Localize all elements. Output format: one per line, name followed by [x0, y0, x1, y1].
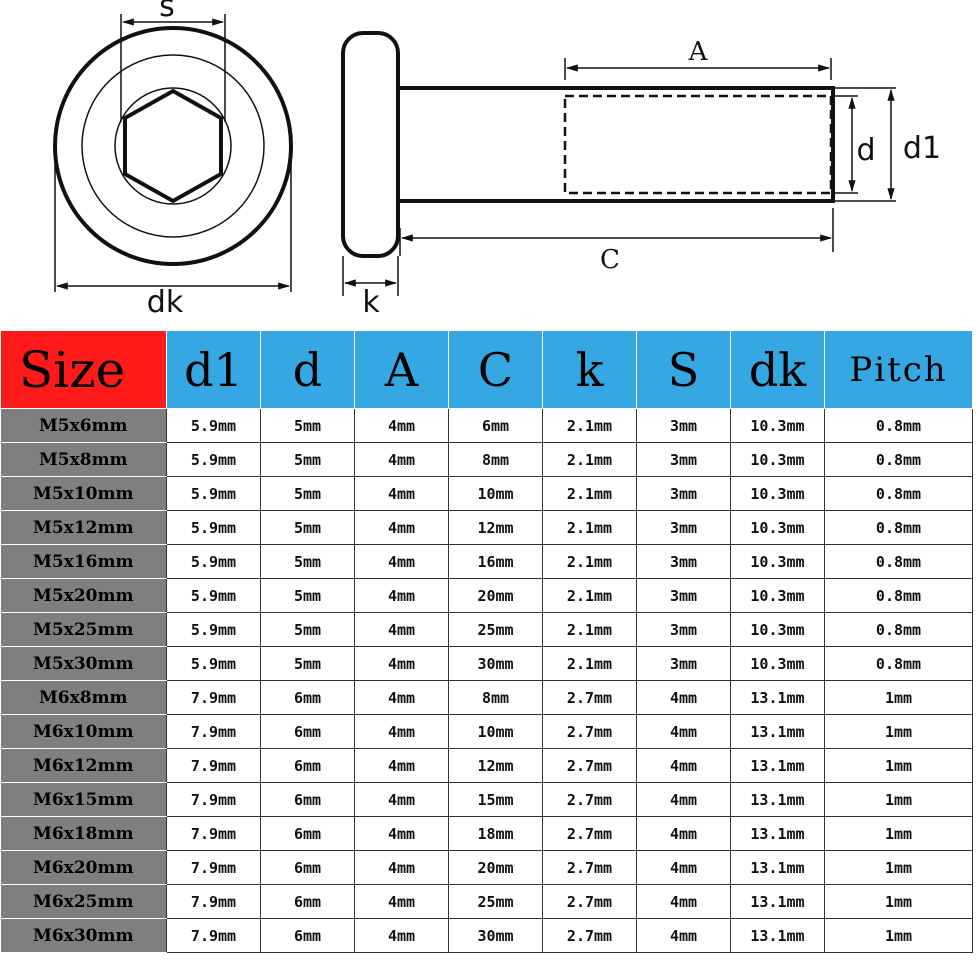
- cell-c: 8mm: [449, 681, 543, 715]
- table-row: [1, 443, 973, 477]
- cell-c: 16mm: [449, 545, 543, 579]
- cell-d1: 7.9mm: [167, 681, 261, 715]
- cell-dk: 10.3mm: [731, 613, 825, 647]
- cell-dk: 10.3mm: [731, 511, 825, 545]
- head-outer-circle: [55, 28, 291, 264]
- cell-d1: 5.9mm: [167, 511, 261, 545]
- label-d: d: [856, 133, 876, 168]
- cell-k: 2.1mm: [543, 613, 637, 647]
- cell-pitch: 1mm: [825, 851, 973, 885]
- table-row: [1, 885, 973, 919]
- cell-s: 4mm: [637, 783, 731, 817]
- cell-s: 4mm: [637, 749, 731, 783]
- cell-d1: 7.9mm: [167, 817, 261, 851]
- cell-a: 4mm: [355, 885, 449, 919]
- socket-circle: [115, 88, 231, 204]
- cell-dk: 13.1mm: [731, 885, 825, 919]
- cell-size: M5x8mm: [1, 443, 167, 477]
- cell-s: 4mm: [637, 681, 731, 715]
- cell-a: 4mm: [355, 919, 449, 953]
- cell-dk: 10.3mm: [731, 409, 825, 443]
- cell-s: 3mm: [637, 613, 731, 647]
- cell-a: 4mm: [355, 579, 449, 613]
- header-a: A: [355, 331, 449, 409]
- cell-c: 15mm: [449, 783, 543, 817]
- cell-d: 6mm: [261, 817, 355, 851]
- cell-c: 10mm: [449, 715, 543, 749]
- cell-d: 6mm: [261, 919, 355, 953]
- table-row: [1, 613, 973, 647]
- cell-size: M5x20mm: [1, 579, 167, 613]
- cell-c: 20mm: [449, 579, 543, 613]
- header-d: d: [261, 331, 355, 409]
- cell-d: 5mm: [261, 613, 355, 647]
- cell-s: 3mm: [637, 443, 731, 477]
- cell-k: 2.7mm: [543, 817, 637, 851]
- cell-size: M6x25mm: [1, 885, 167, 919]
- table-row: [1, 647, 973, 681]
- cell-s: 3mm: [637, 579, 731, 613]
- cell-a: 4mm: [355, 409, 449, 443]
- cell-d: 6mm: [261, 715, 355, 749]
- cell-pitch: 1mm: [825, 885, 973, 919]
- cell-d1: 7.9mm: [167, 715, 261, 749]
- head-top-view: [55, 0, 291, 320]
- table-row: [1, 545, 973, 579]
- screw-head-side: [343, 33, 398, 256]
- cell-d1: 7.9mm: [167, 919, 261, 953]
- cell-s: 3mm: [637, 409, 731, 443]
- cell-size: M6x18mm: [1, 817, 167, 851]
- cell-d1: 5.9mm: [167, 647, 261, 681]
- table-row: [1, 715, 973, 749]
- cell-size: M5x12mm: [1, 511, 167, 545]
- table-row: [1, 511, 973, 545]
- cell-d: 6mm: [261, 681, 355, 715]
- header-pitch: Pitch: [825, 331, 973, 409]
- spec-table: [0, 330, 973, 953]
- cell-d: 6mm: [261, 885, 355, 919]
- cell-k: 2.7mm: [543, 851, 637, 885]
- table-row: [1, 783, 973, 817]
- cell-size: M5x25mm: [1, 613, 167, 647]
- label-dk: dk: [146, 285, 184, 320]
- cell-a: 4mm: [355, 817, 449, 851]
- cell-pitch: 0.8mm: [825, 545, 973, 579]
- cell-s: 3mm: [637, 647, 731, 681]
- cell-pitch: 1mm: [825, 817, 973, 851]
- cell-size: M6x15mm: [1, 783, 167, 817]
- cell-c: 20mm: [449, 851, 543, 885]
- cell-size: M6x20mm: [1, 851, 167, 885]
- cell-d1: 5.9mm: [167, 579, 261, 613]
- cell-k: 2.7mm: [543, 885, 637, 919]
- cell-pitch: 1mm: [825, 715, 973, 749]
- thread-area: [565, 96, 831, 193]
- screw-drawing: [0, 0, 980, 330]
- cell-dk: 10.3mm: [731, 647, 825, 681]
- screw-diagram-svg: [0, 0, 980, 330]
- cell-d: 5mm: [261, 545, 355, 579]
- table-row: [1, 919, 973, 953]
- cell-d: 5mm: [261, 409, 355, 443]
- cell-c: 30mm: [449, 919, 543, 953]
- screw-side-view: [343, 33, 941, 320]
- cell-k: 2.7mm: [543, 681, 637, 715]
- cell-c: 18mm: [449, 817, 543, 851]
- cell-pitch: 1mm: [825, 681, 973, 715]
- cell-d1: 7.9mm: [167, 885, 261, 919]
- cell-dk: 10.3mm: [731, 579, 825, 613]
- table-row: [1, 409, 973, 443]
- table-row: [1, 817, 973, 851]
- cell-dk: 13.1mm: [731, 817, 825, 851]
- cell-dk: 13.1mm: [731, 681, 825, 715]
- header-k: k: [543, 331, 637, 409]
- cell-a: 4mm: [355, 477, 449, 511]
- cell-d: 5mm: [261, 477, 355, 511]
- cell-d1: 7.9mm: [167, 783, 261, 817]
- cell-pitch: 0.8mm: [825, 511, 973, 545]
- cell-d1: 5.9mm: [167, 443, 261, 477]
- cell-d: 6mm: [261, 851, 355, 885]
- cell-d: 5mm: [261, 511, 355, 545]
- table-row: [1, 477, 973, 511]
- cell-k: 2.1mm: [543, 511, 637, 545]
- cell-a: 4mm: [355, 749, 449, 783]
- cell-a: 4mm: [355, 511, 449, 545]
- cell-pitch: 0.8mm: [825, 647, 973, 681]
- cell-d1: 7.9mm: [167, 851, 261, 885]
- cell-d: 5mm: [261, 579, 355, 613]
- cell-pitch: 0.8mm: [825, 477, 973, 511]
- cell-pitch: 0.8mm: [825, 409, 973, 443]
- cell-size: M6x8mm: [1, 681, 167, 715]
- cell-k: 2.1mm: [543, 545, 637, 579]
- cell-a: 4mm: [355, 715, 449, 749]
- head-inner-circle: [82, 55, 264, 237]
- cell-k: 2.7mm: [543, 749, 637, 783]
- cell-pitch: 1mm: [825, 783, 973, 817]
- header-dk: dk: [731, 331, 825, 409]
- cell-c: 10mm: [449, 477, 543, 511]
- cell-size: M6x12mm: [1, 749, 167, 783]
- cell-s: 3mm: [637, 477, 731, 511]
- cell-pitch: 0.8mm: [825, 613, 973, 647]
- cell-dk: 13.1mm: [731, 715, 825, 749]
- label-a: A: [688, 37, 708, 67]
- cell-c: 12mm: [449, 749, 543, 783]
- cell-k: 2.1mm: [543, 477, 637, 511]
- label-s: s: [159, 0, 175, 24]
- cell-dk: 10.3mm: [731, 545, 825, 579]
- cell-d1: 5.9mm: [167, 477, 261, 511]
- cell-s: 4mm: [637, 851, 731, 885]
- header-d1: d1: [167, 331, 261, 409]
- cell-a: 4mm: [355, 851, 449, 885]
- cell-s: 4mm: [637, 919, 731, 953]
- screw-shank: [398, 88, 833, 201]
- cell-d: 5mm: [261, 443, 355, 477]
- cell-a: 4mm: [355, 647, 449, 681]
- cell-c: 30mm: [449, 647, 543, 681]
- table-row: [1, 749, 973, 783]
- cell-d1: 5.9mm: [167, 613, 261, 647]
- cell-a: 4mm: [355, 545, 449, 579]
- cell-c: 6mm: [449, 409, 543, 443]
- cell-k: 2.1mm: [543, 443, 637, 477]
- cell-size: M6x30mm: [1, 919, 167, 953]
- cell-s: 4mm: [637, 715, 731, 749]
- table-row: [1, 851, 973, 885]
- cell-pitch: 0.8mm: [825, 443, 973, 477]
- cell-c: 8mm: [449, 443, 543, 477]
- table-row: [1, 681, 973, 715]
- cell-pitch: 1mm: [825, 919, 973, 953]
- cell-dk: 13.1mm: [731, 783, 825, 817]
- header-size: Size: [1, 331, 167, 409]
- cell-a: 4mm: [355, 443, 449, 477]
- label-c: C: [600, 245, 620, 275]
- cell-size: M5x16mm: [1, 545, 167, 579]
- cell-d: 6mm: [261, 749, 355, 783]
- cell-pitch: 1mm: [825, 749, 973, 783]
- cell-dk: 10.3mm: [731, 477, 825, 511]
- cell-k: 2.7mm: [543, 715, 637, 749]
- cell-a: 4mm: [355, 681, 449, 715]
- cell-dk: 13.1mm: [731, 919, 825, 953]
- cell-c: 25mm: [449, 885, 543, 919]
- cell-c: 12mm: [449, 511, 543, 545]
- cell-s: 4mm: [637, 817, 731, 851]
- cell-size: M5x6mm: [1, 409, 167, 443]
- cell-k: 2.7mm: [543, 919, 637, 953]
- label-k: k: [362, 285, 380, 320]
- cell-dk: 13.1mm: [731, 749, 825, 783]
- cell-s: 3mm: [637, 545, 731, 579]
- header-row: [1, 331, 973, 409]
- cell-k: 2.1mm: [543, 579, 637, 613]
- cell-s: 3mm: [637, 511, 731, 545]
- cell-d: 5mm: [261, 647, 355, 681]
- hex-socket-icon: [125, 91, 221, 201]
- header-s: S: [637, 331, 731, 409]
- table-row: [1, 579, 973, 613]
- cell-a: 4mm: [355, 613, 449, 647]
- cell-d1: 7.9mm: [167, 749, 261, 783]
- cell-size: M5x30mm: [1, 647, 167, 681]
- cell-k: 2.1mm: [543, 409, 637, 443]
- cell-k: 2.7mm: [543, 783, 637, 817]
- cell-d1: 5.9mm: [167, 409, 261, 443]
- cell-dk: 10.3mm: [731, 443, 825, 477]
- cell-size: M5x10mm: [1, 477, 167, 511]
- cell-d: 6mm: [261, 783, 355, 817]
- cell-d1: 5.9mm: [167, 545, 261, 579]
- cell-c: 25mm: [449, 613, 543, 647]
- cell-pitch: 0.8mm: [825, 579, 973, 613]
- cell-dk: 13.1mm: [731, 851, 825, 885]
- cell-a: 4mm: [355, 783, 449, 817]
- cell-k: 2.1mm: [543, 647, 637, 681]
- cell-size: M6x10mm: [1, 715, 167, 749]
- header-c: C: [449, 331, 543, 409]
- label-d1: d1: [902, 131, 942, 166]
- cell-s: 4mm: [637, 885, 731, 919]
